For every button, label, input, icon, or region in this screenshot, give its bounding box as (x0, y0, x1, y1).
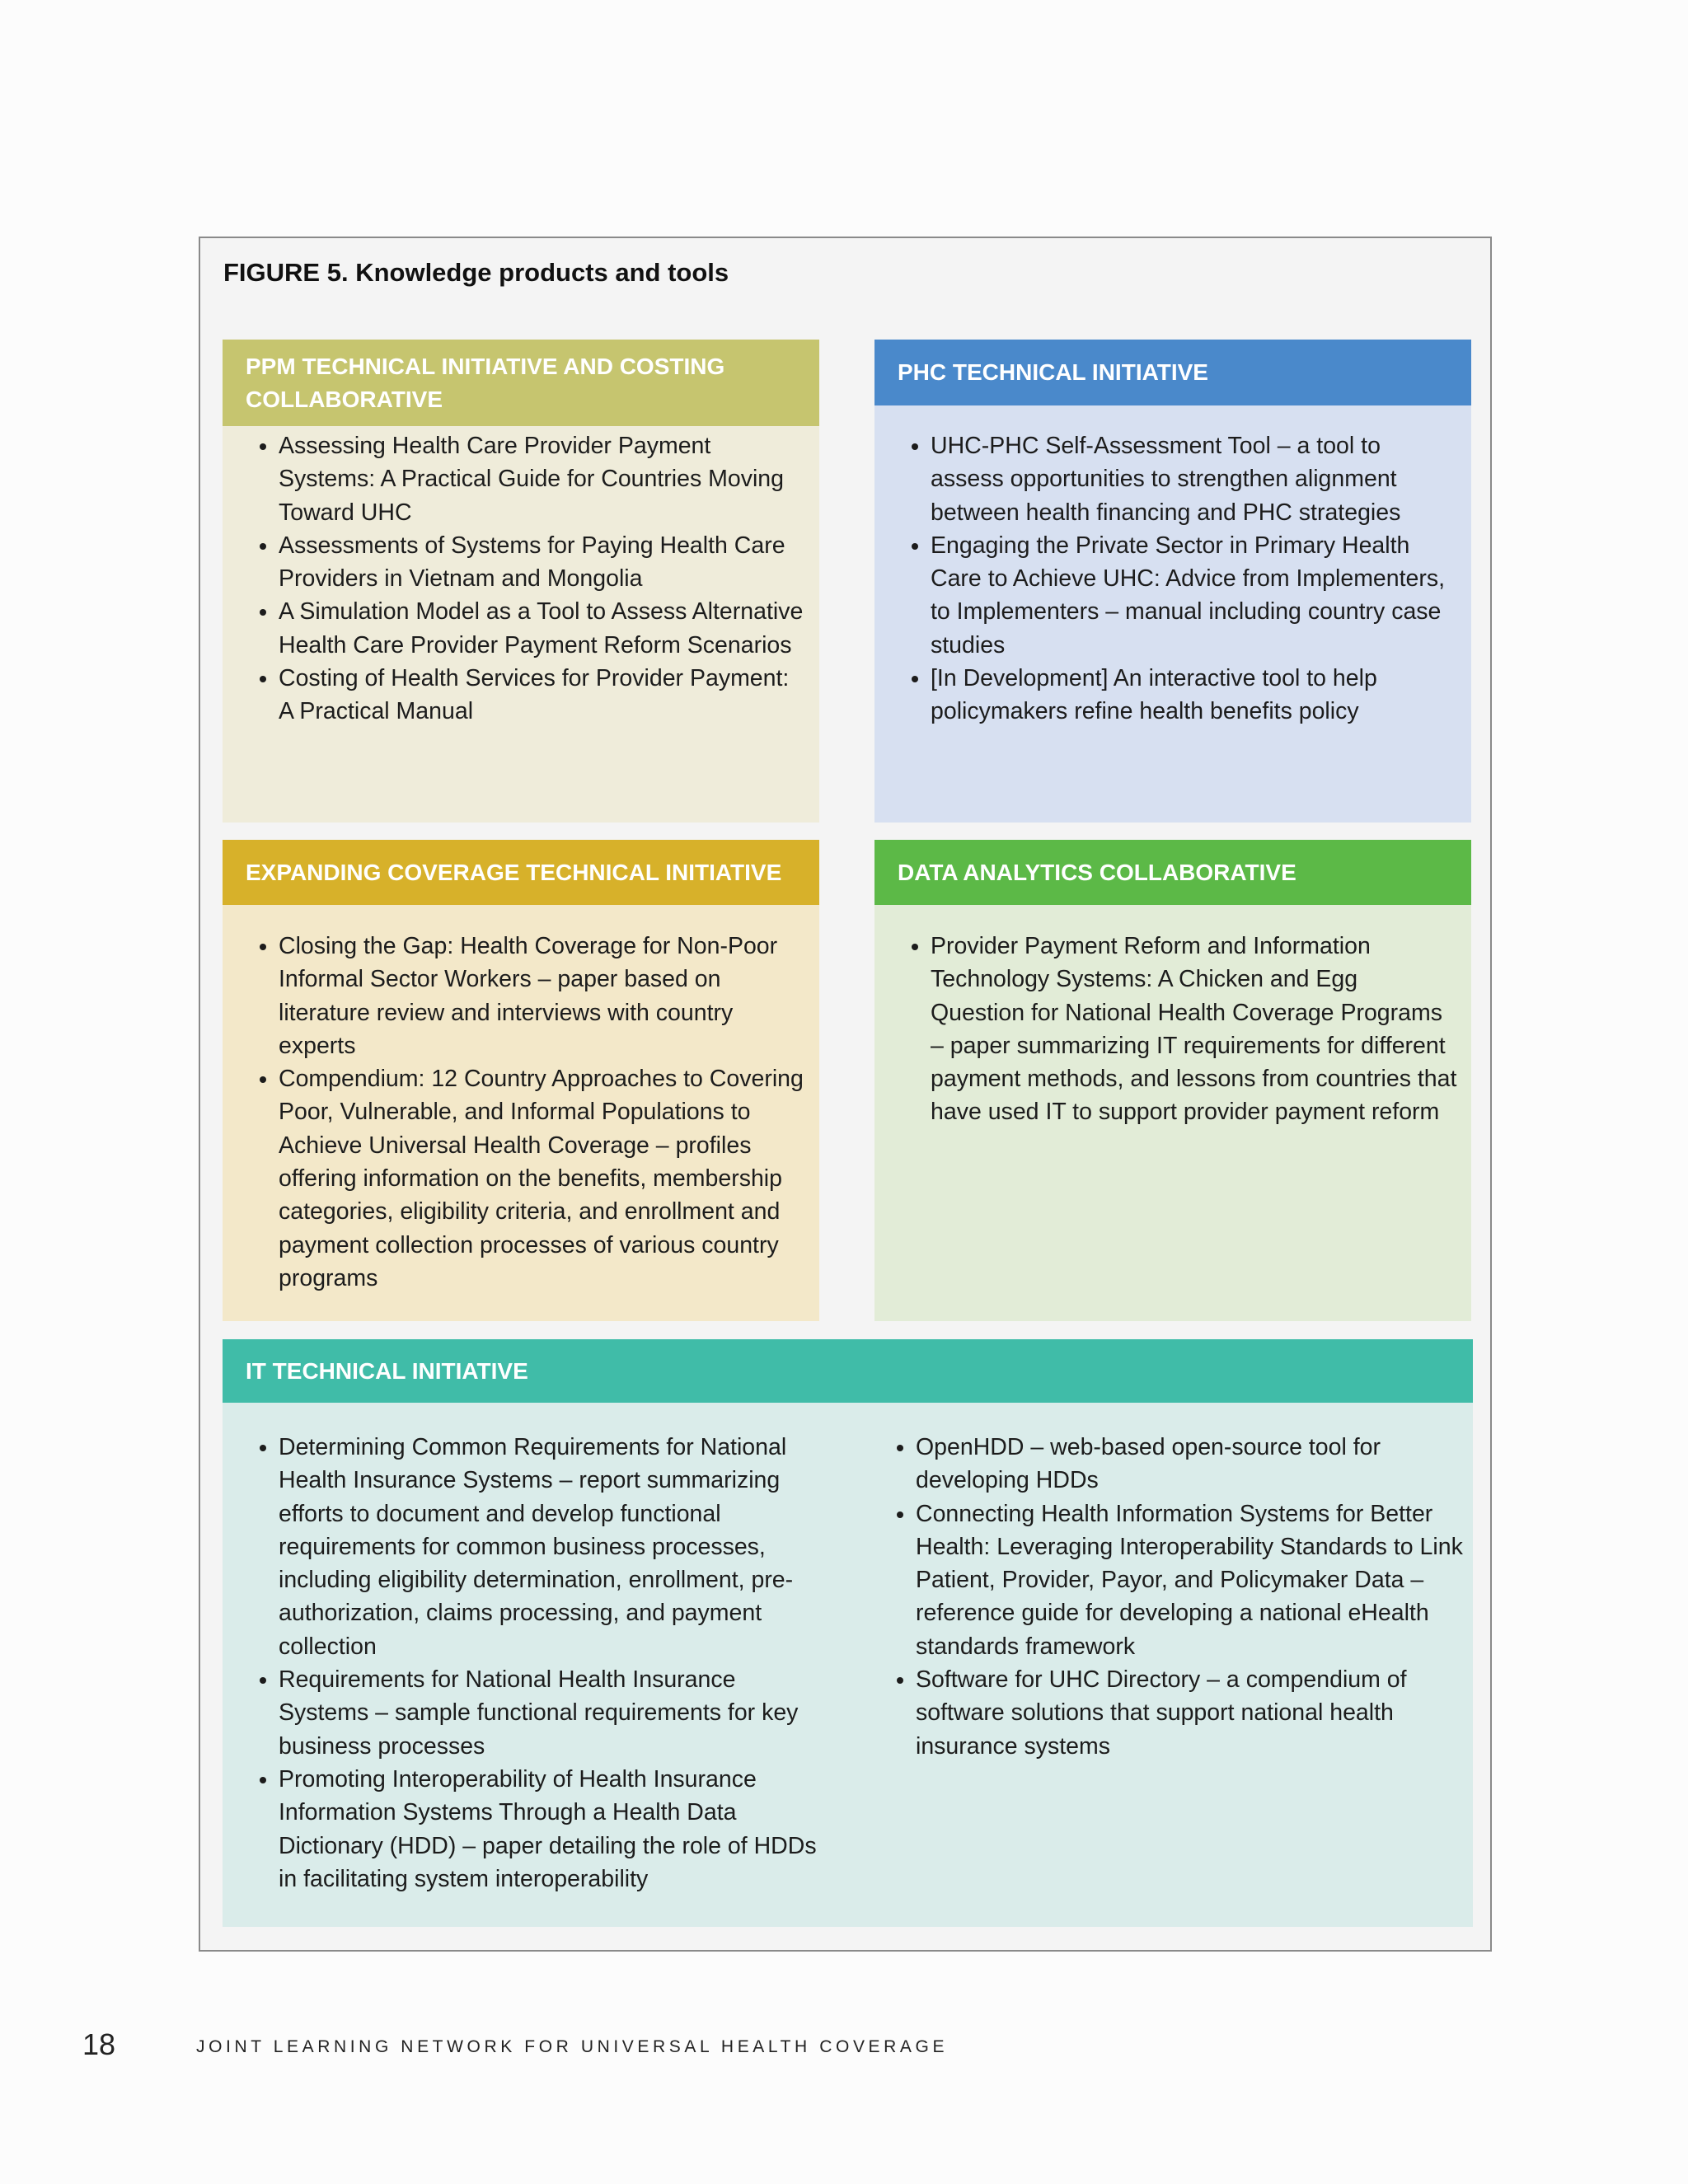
product-list-left (246, 1431, 823, 1896)
list-item: • Software for UHC Directory – a compendium of software solutions that support national health insurance systems (916, 1663, 1493, 1763)
list-item: • A Simulation Model as a Tool to Assess Alternative Health Care Provider Payment Reform Scenarios (279, 595, 806, 662)
panel-heading-text: IT TECHNICAL INITIATIVE (246, 1357, 528, 1384)
figure-title: FIGURE 5. Knowledge products and tools (223, 258, 729, 287)
panel-heading-text: EXPANDING COVERAGE TECHNICAL INITIATIVE (246, 859, 782, 885)
panel-heading-text: PHC TECHNICAL INITIATIVE (898, 359, 1208, 385)
panel-heading-text: PPM TECHNICAL INITIATIVE AND COSTING COLLABORATIVE (246, 353, 725, 412)
list-item: • OpenHDD – web-based open-source tool for developing HDDs (916, 1431, 1493, 1497)
list-item: • Costing of Health Services for Provider Payment: A Practical Manual (279, 662, 806, 729)
figure-box (199, 237, 1492, 1952)
panel-it-technical-initiative (223, 1339, 1473, 1927)
product-list (246, 429, 806, 729)
list-item: • Compendium: 12 Country Approaches to Covering Poor, Vulnerable, and Informal Populations to Achieve Universal Health Coverage – profiles offering information on the benefits, membership categories, eligibility criteria, and enrollment and payment collection processes of various country programs (279, 1062, 806, 1295)
product-list (898, 429, 1458, 729)
list-item: • Determining Common Requirements for National Health Insurance Systems – report summarizing efforts to document and develop functional requirements for common business processes, including eligibility determination, enrollment, pre-authorization, claims processing, and payment collection (279, 1431, 823, 1663)
list-item: • Assessments of Systems for Paying Health Care Providers in Vietnam and Mongolia (279, 529, 806, 596)
list-item: • [In Development] An interactive tool to help policymakers refine health benefits policy (931, 662, 1458, 729)
panel-heading (223, 340, 819, 426)
list-item: • Closing the Gap: Health Coverage for Non-Poor Informal Sector Workers – paper based on literature review and interviews with country experts (279, 930, 806, 1062)
list-item: • UHC-PHC Self-Assessment Tool – a tool to assess opportunities to strengthen alignment between health financing and PHC strategies (931, 429, 1458, 529)
product-list (246, 930, 806, 1295)
product-list-right (883, 1431, 1493, 1763)
panel-data-analytics (874, 840, 1471, 1321)
list-item: • Requirements for National Health Insurance Systems – sample functional requirements for key business processes (279, 1663, 823, 1763)
list-item: • Promoting Interoperability of Health Insurance Information Systems Through a Health Data Dictionary (HDD) – paper detailing the role of HDDs in facilitating system interoperability (279, 1763, 823, 1896)
panel-phc-technical-initiative (874, 340, 1471, 823)
product-list (898, 930, 1458, 1129)
running-footer: JOINT LEARNING NETWORK FOR UNIVERSAL HEALTH COVERAGE (196, 2037, 949, 2056)
panel-expanding-coverage (223, 840, 819, 1321)
list-item: • Engaging the Private Sector in Primary Health Care to Achieve UHC: Advice from Implementers, to Implementers – manual including country case studies (931, 529, 1458, 662)
list-item: • Connecting Health Information Systems for Better Health: Leveraging Interoperability Standards to Link Patient, Provider, Payor, and Policymaker Data – reference guide for developing a national eHealth standards framework (916, 1497, 1493, 1663)
panel-heading-text: DATA ANALYTICS COLLABORATIVE (898, 859, 1296, 885)
panel-heading (874, 340, 1471, 405)
list-item: • Assessing Health Care Provider Payment Systems: A Practical Guide for Countries Moving Toward UHC (279, 429, 806, 529)
panel-heading (874, 840, 1471, 905)
panel-heading (223, 840, 819, 905)
panel-ppm-technical-initiative (223, 340, 819, 823)
list-item: • Provider Payment Reform and Information Technology Systems: A Chicken and Egg Question for National Health Coverage Programs – paper summarizing IT requirements for different payment methods, and lessons from countries that have used IT to support provider payment reform (931, 930, 1458, 1129)
page-number: 18 (82, 2027, 116, 2061)
panel-heading (223, 1339, 1473, 1403)
